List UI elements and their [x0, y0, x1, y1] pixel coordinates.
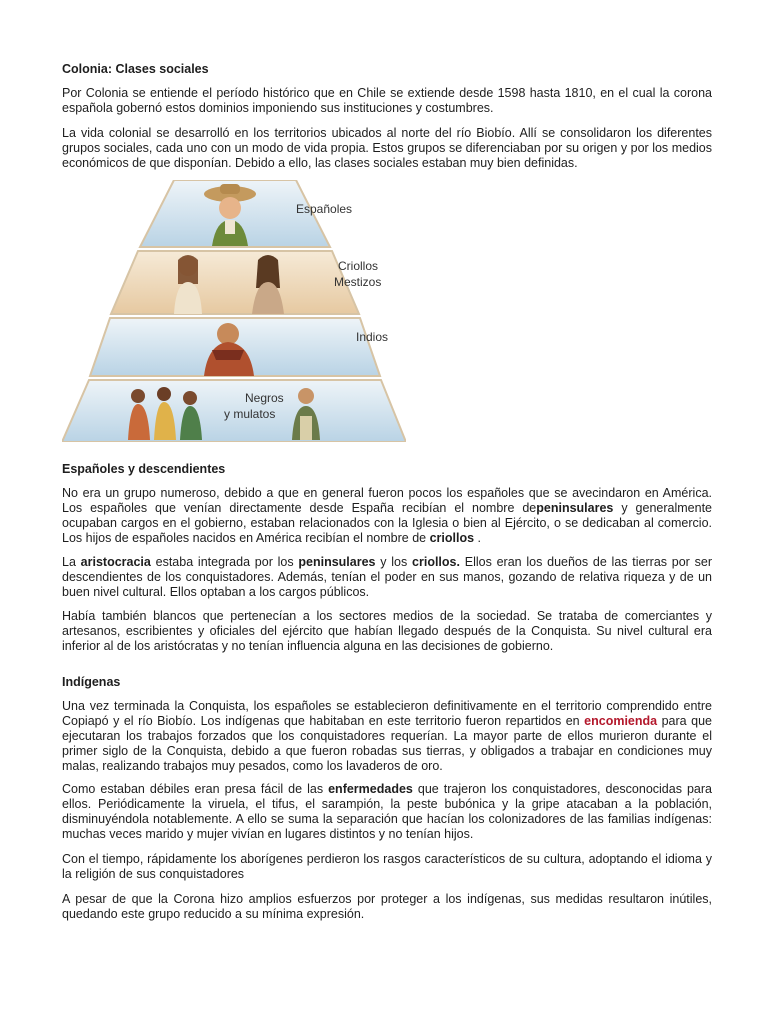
label-negros: Negros [245, 391, 284, 405]
section-heading-indigenas: Indígenas [62, 675, 121, 689]
label-mestizos: Mestizos [334, 275, 382, 289]
social-pyramid-illustration [62, 180, 406, 442]
label-espanoles: Españoles [296, 202, 353, 216]
label-criollos: Criollos [338, 259, 379, 273]
figure-negros-group [128, 387, 202, 440]
label-indios: Indios [356, 330, 389, 344]
page-title: Colonia: Clases sociales [62, 62, 209, 76]
indigenas-paragraph-3: Con el tiempo, rápidamente los aborígenes perdieron los rasgos característicos de su cultura, adoptando el idioma y la religión de sus conquistadores [62, 852, 712, 881]
espanoles-paragraph-3: Había también blancos que pertenecían a los sectores medios de la sociedad. Se trataba de comerciantes y artesanos, escribientes y oficiales del ejército que habían llegado después de la Conquista. Su nivel cultural era inferior al de los aristócratas y no tenían influencia alguna en las decisiones de gobierno. [62, 609, 712, 653]
espanoles-paragraph-1: No era un grupo numeroso, debido a que en general fueron pocos los españoles que se avecindaron en América. Los españoles que venían directamente desde España recibían el nombre depeninsulares y generalmente ocupaban cargos en el gobierno, estaban relacionados con la Iglesia o bien al Ejército, o se dedicaban al comercio. Los hijos de españoles nacidos en América recibían el nombre de criollos . [62, 486, 712, 545]
pyramid-tier-criollos [111, 251, 359, 314]
indigenas-paragraph-2: Como estaban débiles eran presa fácil de las enfermedades que trajeron los conquistadores, desconocidas para ellos. Periódicamente la viruela, el tifus, el sarampión, la peste bubónica y la gripe atacaban a la población, disminuyéndola notablemente. A ello se suma la separación que hacían los colonizadores de las familias indígenas: muchas veces marido y mujer vivían en lugares distintos y no tenían hijos. [62, 782, 713, 841]
indigenas-paragraph-1: Una vez terminada la Conquista, los españoles se establecieron definitivamente en el territorio comprendido entre Copiapó y el río Biobío. Los indígenas que habitaban en este territorio fueron repartidos en encomienda para que ejecutaran los trabajos forzados que los conquistadores requerían. La mayor parte de ellos murieron durante el primer siglo de la Conquista, debido a que fueron robadas sus tierras, y obligados a trabajar en condiciones muy malas, realizando trabajos muy pesados, como los lavaderos de oro. [62, 699, 712, 773]
intro-paragraph-2: La vida colonial se desarrolló en los territorios ubicados al norte del río Biobío. Allí se consolidaron los diferentes grupos sociales, cada uno con un modo de vida propia. Estos grupos se diferenciaban por su origen y por los medios económicos de que disponían. Debido a ello, las clases sociales estaban muy bien definidas. [62, 126, 712, 170]
intro-paragraph-1: Por Colonia se entiende el período histórico que en Chile se extiende desde 1598 hasta 1810, en el cual la corona española gobernó estos dominios imponiendo sus instituciones y costumbres. [62, 86, 712, 115]
label-mulatos: y mulatos [224, 407, 276, 421]
espanoles-paragraph-2: La aristocracia estaba integrada por los peninsulares y los criollos. Ellos eran los dueños de las tierras por ser descendientes de los conquistadores. Además, tenían el poder en sus manos, gozando de relativa riqueza y de un buen nivel cultural. Ellos optaban a los cargos públicos. [62, 555, 712, 599]
indigenas-paragraph-4: A pesar de que la Corona hizo amplios esfuerzos por proteger a los indígenas, sus medidas resultaron inútiles, quedando este grupo reducido a su mínima expresión. [62, 892, 712, 921]
section-heading-espanoles: Españoles y descendientes [62, 462, 226, 476]
